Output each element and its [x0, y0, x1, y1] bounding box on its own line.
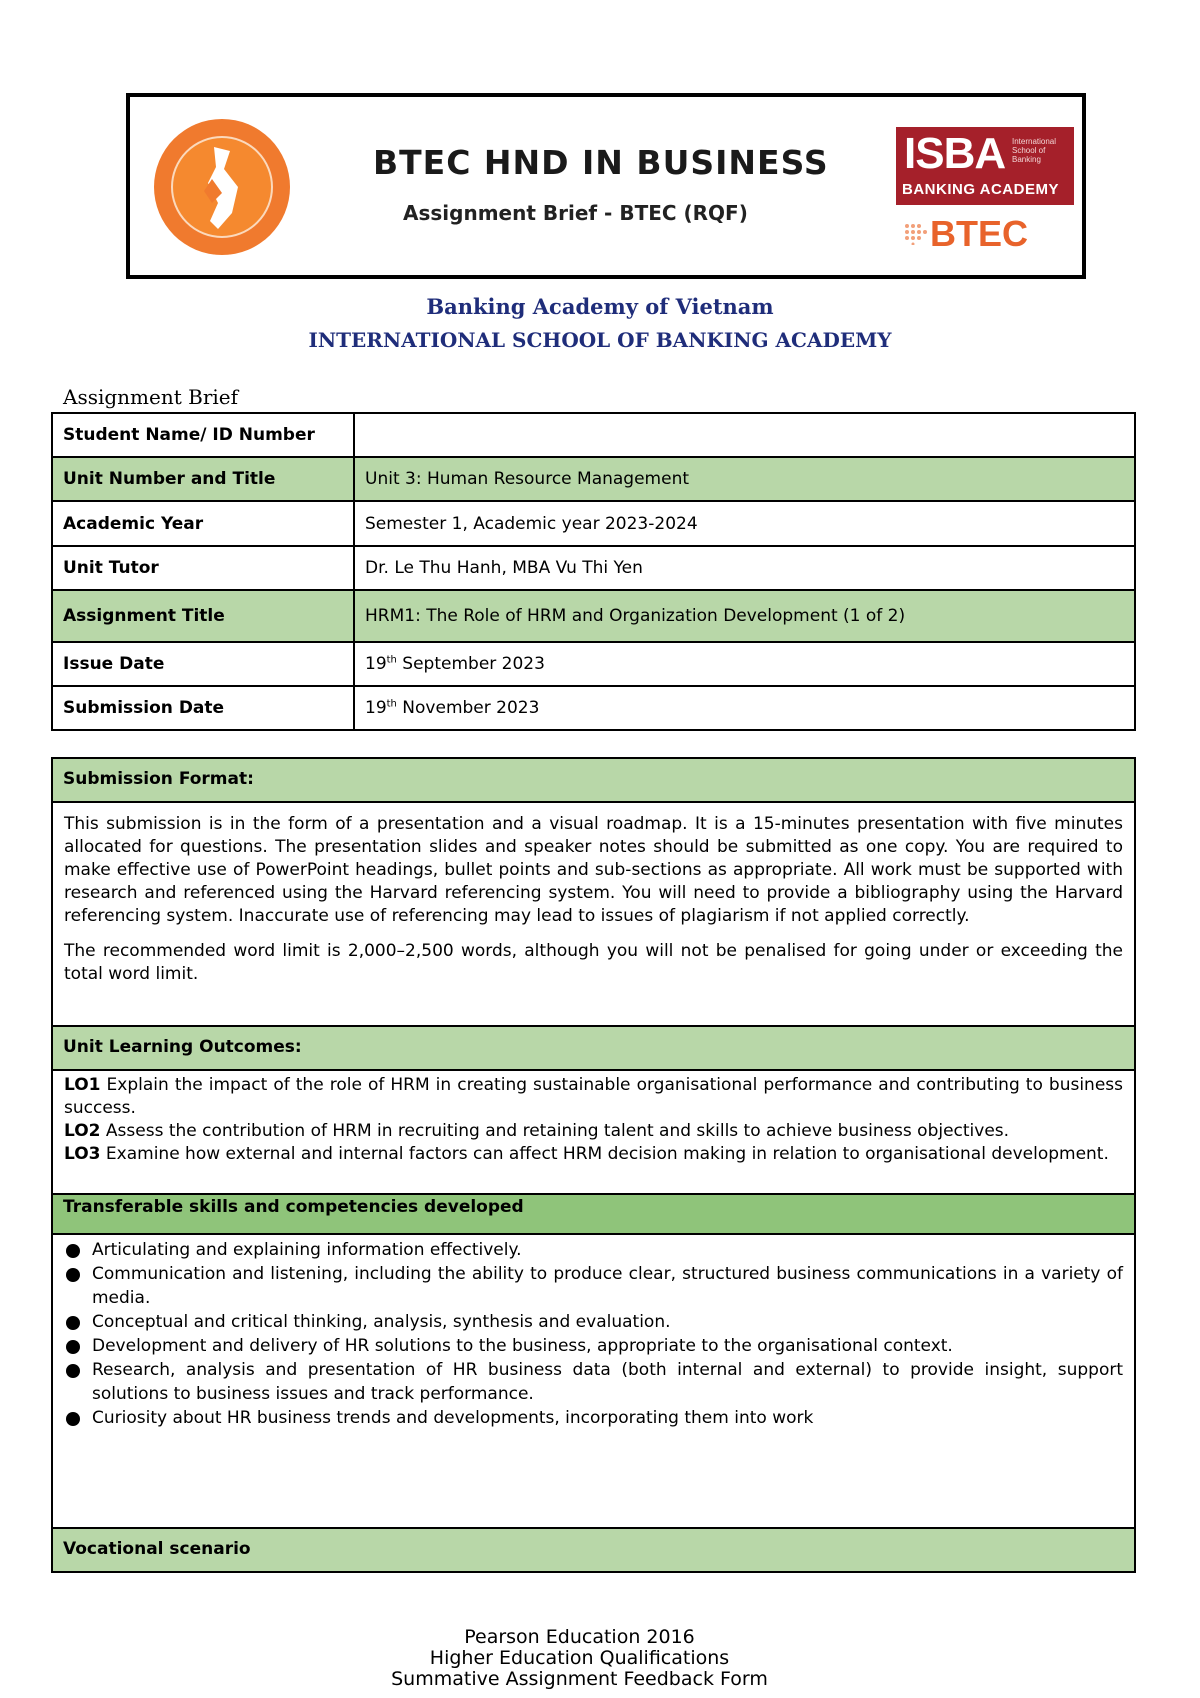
banking-academy-logo [152, 117, 292, 257]
row-key: Student Name/ ID Number [52, 413, 354, 457]
table-row [52, 590, 1135, 642]
submission-format-heading: Submission Format: [53, 759, 1134, 803]
assignment-details [51, 757, 1136, 1573]
assignment-brief-label: Assignment Brief [63, 385, 239, 409]
bullet-icon [66, 1268, 80, 1282]
table-row [52, 413, 1135, 457]
list-item: Development and delivery of HR solutions to the business, appropriate to the organisational context. [64, 1334, 1123, 1358]
school-name: INTERNATIONAL SCHOOL OF BANKING ACADEMY [308, 328, 892, 352]
bullet-icon [66, 1340, 80, 1354]
learning-outcome-item: LO2 Assess the contribution of HRM in recruiting and retaining talent and skills to achieve business objectives. [64, 1121, 1010, 1141]
submission-format-paragraph: This submission is in the form of a presentation and a visual roadmap. It is a 15-minutes presentation with five minutes allocated for questions. The presentation slides and speaker notes should be submitted as one copy. You are required to make effective use of PowerPoint headings, bullet points and sub-sections as appropriate. All work must be supported with research and referenced using the Harvard referencing system. You will need to provide a bibliography using the Harvard referencing system. Inaccurate use of referencing may lead to issues of plagiarism if not applied correctly. [64, 814, 1123, 926]
row-value: Dr. Le Thu Hanh, MBA Vu Thi Yen [354, 546, 1135, 590]
banner-subtitle: Assignment Brief - BTEC (RQF) [403, 201, 748, 225]
btec-logo [904, 213, 1028, 255]
table-row [52, 501, 1135, 546]
row-key: Academic Year [52, 501, 354, 546]
header-banner [126, 93, 1086, 279]
submission-format-body [53, 803, 1134, 1027]
isba-logo [896, 127, 1074, 205]
page-footer [0, 1627, 1159, 1690]
learning-outcomes-heading: Unit Learning Outcomes: [53, 1027, 1134, 1071]
assignment-info-table [51, 412, 1136, 731]
organization-name: Banking Academy of Vietnam [426, 294, 774, 319]
word-limit-paragraph: The recommended word limit is 2,000–2,500 words, although you will not be penalised for going under or exceeding the total word limit. [64, 941, 1123, 984]
learning-outcomes-body [53, 1071, 1134, 1195]
banner-title: BTEC HND IN BUSINESS [373, 143, 829, 182]
submission-date-value: 19th November 2023 [354, 686, 1135, 730]
table-row [52, 686, 1135, 730]
row-value: Semester 1, Academic year 2023-2024 [354, 501, 1135, 546]
row-key: Unit Number and Title [52, 457, 354, 501]
learning-outcome-item: LO1 Explain the impact of the role of HRM in creating sustainable organisational performance and contributing to business success. [64, 1075, 1123, 1118]
table-row [52, 642, 1135, 686]
list-item: Research, analysis and presentation of HR business data (both internal and external) to provide insight, support solutions to business issues and track performance. [64, 1358, 1123, 1406]
table-row [52, 546, 1135, 590]
btec-logo-text: BTEC [930, 213, 1028, 254]
bullet-icon [66, 1316, 80, 1330]
vocational-scenario-heading: Vocational scenario [53, 1529, 1134, 1571]
row-key: Assignment Title [52, 590, 354, 642]
learning-outcome-item: LO3 Examine how external and internal factors can affect HRM decision making in relation to organisational development. [64, 1144, 1109, 1164]
isba-logo-small-text: International School of Banking [1012, 137, 1057, 164]
isba-logo-bottom-text: BANKING ACADEMY [902, 181, 1059, 198]
footer-line: Pearson Education 2016 [464, 1626, 695, 1648]
row-value: Unit 3: Human Resource Management [354, 457, 1135, 501]
isba-logo-text: ISBA [904, 129, 1006, 178]
row-value: HRM1: The Role of HRM and Organization Development (1 of 2) [354, 590, 1135, 642]
bullet-icon [66, 1364, 80, 1378]
row-key: Issue Date [52, 642, 354, 686]
list-item: Communication and listening, including the ability to produce clear, structured business communications in a variety of media. [64, 1262, 1123, 1310]
row-key: Unit Tutor [52, 546, 354, 590]
footer-line: Summative Assignment Feedback Form [391, 1668, 768, 1690]
list-item: Curiosity about HR business trends and developments, incorporating them into work [64, 1406, 1123, 1430]
student-name-field[interactable] [354, 413, 1135, 457]
list-item: Conceptual and critical thinking, analysis, synthesis and evaluation. [64, 1310, 1123, 1334]
bullet-icon [66, 1244, 80, 1258]
bullet-icon [66, 1412, 80, 1426]
footer-line: Higher Education Qualifications [429, 1647, 730, 1669]
table-row [52, 457, 1135, 501]
transferable-skills-body [53, 1235, 1134, 1529]
btec-dots-icon [904, 223, 930, 245]
issue-date-value: 19th September 2023 [354, 642, 1135, 686]
transferable-skills-heading: Transferable skills and competencies developed [53, 1195, 1134, 1235]
row-key: Submission Date [52, 686, 354, 730]
list-item: Articulating and explaining information effectively. [64, 1238, 1123, 1262]
